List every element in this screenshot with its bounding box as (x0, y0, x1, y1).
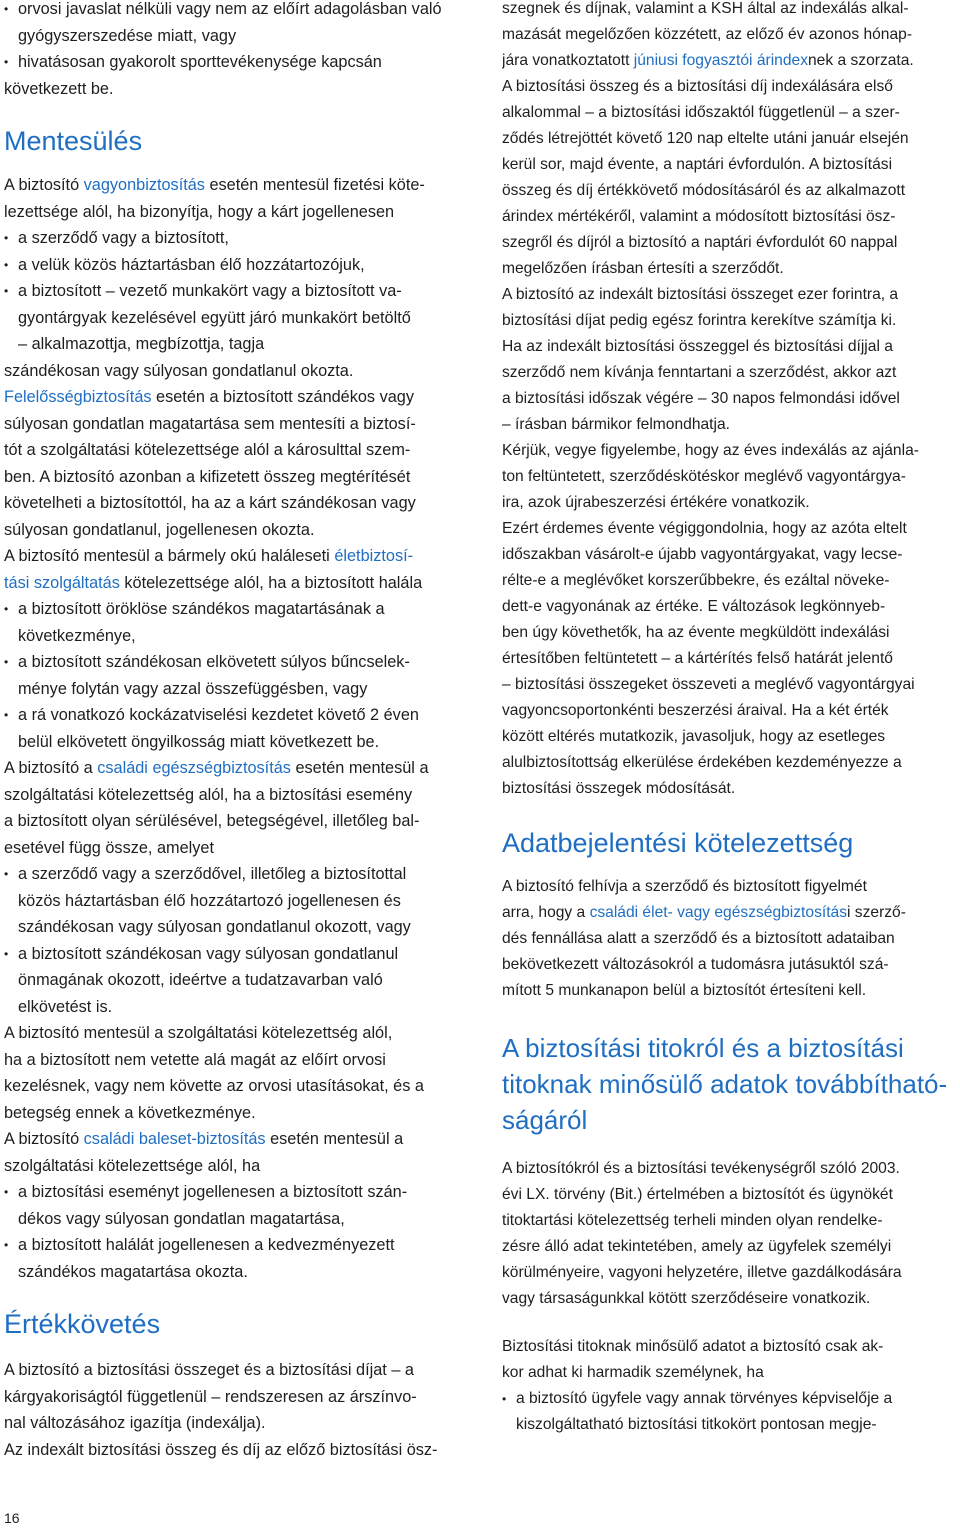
list-item: • hivatásosan gyakorolt sporttevékenysége kapcsán (4, 49, 466, 76)
paragraph-line: követelheti a biztosítottól, ha az a kárt szándékosan vagy (4, 494, 416, 512)
paragraph-line: titoktartási kötelezettség terheli minden olyan rendelke- (502, 1212, 883, 1229)
list-item-continuation: következménye, (18, 626, 136, 645)
list-item-continuation: gyontárgyak kezelésével együtt járó munkakört betöltő (18, 308, 411, 327)
list-item: • a biztosító ügyfele vagy annak törvényes képviselője a (502, 1386, 958, 1412)
paragraph-line: rélte-e a meglévőket korszerűbbekre, és ezáltal növeke- (502, 572, 890, 589)
paragraph-line: Ha az indexált biztosítási összeggel és biztosítási díjjal a (502, 338, 893, 355)
paragraph-line: betegség ennek a következménye. (4, 1103, 256, 1122)
paragraph-line: kárgyakoriságtól függetlenül – rendszeresen az árszínvo- (4, 1387, 417, 1406)
heading-line: titoknak minősülő adatok továbbítható- (502, 1069, 948, 1099)
heading-adatbejelentes: Adatbejelentési kötelezettség (502, 828, 854, 858)
term-link[interactable]: tási szolgáltatás (4, 573, 120, 592)
paragraph-line: összeg és díj értékkövető módosításáról és az alkalmazott (502, 182, 906, 199)
paragraph-line: A biztosító mentesül a bármely okú haláleseti életbiztosí- (4, 547, 414, 565)
paragraph-line: szolgáltatási kötelezettsége alól, ha (4, 1156, 261, 1175)
paragraph-line: A biztosító vagyonbiztosítás esetén mentesül fizetési köte- (4, 176, 425, 194)
paragraph-line: ha a biztosított nem vetette alá magát az előírt orvosi (4, 1050, 386, 1069)
list-item-continuation: ménye folytán vagy azzal összefüggésben, vagy (18, 679, 368, 698)
paragraph-line: szándékosan vagy súlyosan gondatlanul okozta. (4, 361, 354, 380)
paragraph-line: jára vonatkoztatott júniusi fogyasztói árindexnek a szorzata. (502, 52, 914, 69)
paragraph-line: Az indexált biztosítási összeg és díj az előző biztosítási ösz- (4, 1440, 438, 1459)
paragraph-line: ben úgy követhetők, ha az évente megküldött indexálási (502, 624, 890, 641)
list-item-continuation: elkövetést is. (18, 997, 113, 1016)
paragraph-line: ben. A biztosító azonban a kifizetett összeg megtérítését (4, 467, 411, 486)
term-link[interactable]: családi egészségbiztosítás (97, 759, 291, 777)
paragraph-line: A biztosító mentesül a szolgáltatási kötelezettség alól, (4, 1024, 393, 1042)
paragraph-line: ton feltüntetett, szerződéskötéskor meglévő vagyontárgya- (502, 468, 906, 485)
paragraph-line: árindex mértékéről, valamint a módosított biztosítási ösz- (502, 208, 896, 225)
heading-mentesules: Mentesülés (4, 126, 143, 156)
paragraph-line: A biztosító a biztosítási összeget és a biztosítási díjat – a (4, 1361, 414, 1379)
text-line: következett be. (4, 79, 114, 98)
heading-ertekkovetes: Értékkövetés (4, 1309, 161, 1339)
paragraph-line: biztosítási díjat pedig egész forintra kerekítve számítja ki. (502, 312, 897, 329)
paragraph-line: kezelésnek, vagy nem követte az orvosi utasításokat, és a (4, 1077, 424, 1095)
paragraph-line: Felelősségbiztosítás esetén a biztosított szándékos vagy (4, 388, 414, 406)
paragraph-line: kor adhat ki harmadik személynek, ha (502, 1364, 764, 1381)
paragraph-line: Ezért érdemes évente végiggondolnia, hogy az azóta eltelt (502, 520, 907, 537)
list-item-continuation: kiszolgáltatható biztosítási titkokört pontosan megje- (516, 1416, 877, 1433)
paragraph-line: Kérjük, vegye figyelembe, hogy az éves indexálás az ajánla- (502, 442, 919, 459)
paragraph-line: tót a szolgáltatási kötelezettsége alól a károsulttal szem- (4, 441, 411, 459)
paragraph-line: szolgáltatási kötelezettség alól, ha a biztosítási esemény (4, 785, 413, 804)
paragraph-line: mított 5 munkanapon belül a biztosítót értesíteni kell. (502, 982, 867, 999)
list-item-continuation: szándékosan vagy súlyosan gondatlanul okozott, vagy (18, 918, 411, 936)
paragraph-line: alulbiztosítottság elkerülése érdekében kezdeményezze a (502, 754, 902, 771)
paragraph-line: A biztosító az indexált biztosítási összeget ezer forintra, a (502, 286, 899, 303)
paragraph-line: A biztosító a családi egészségbiztosítás esetén mentesül a (4, 759, 429, 777)
paragraph-line: szegnek és díjnak, valamint a KSH által az indexálás alkal- (502, 0, 909, 17)
paragraph-line: arra, hogy a családi élet- vagy egészségbiztosítási szerző- (502, 904, 906, 921)
paragraph-line: súlyosan gondatlanul, jogellenesen okozta. (4, 520, 315, 539)
list-item: • a biztosítási eseményt jogellenesen a biztosított szán- (4, 1179, 466, 1206)
list-item: • a biztosított – vezető munkakört vagy a biztosított va- (4, 278, 466, 305)
paragraph-line: időszakban vásárolt-e újabb vagyontárgyakat, vagy lecse- (502, 546, 903, 563)
heading-line: ságáról (502, 1105, 588, 1135)
term-link[interactable]: júniusi fogyasztói árindex (633, 52, 808, 69)
paragraph-line: ződés létrejöttét követő 120 nap eltelte utáni január elsején (502, 130, 909, 147)
paragraph-line: vagyoncsoportonkénti beszerzési áraival. Ha a két érték (502, 702, 889, 719)
paragraph-line: tási szolgáltatás kötelezettsége alól, ha a biztosított halála (4, 573, 423, 592)
list-item: • orvosi javaslat nélküli vagy nem az előírt adagolásban való (4, 0, 466, 23)
paragraph-line: ira, azok újrabeszerzési értékére vonatkozik. (502, 494, 810, 511)
paragraph-line: A biztosító családi baleset-biztosítás esetén mentesül a (4, 1130, 404, 1148)
list-item-continuation: gyógyszerszedése miatt, vagy (18, 26, 237, 45)
term-link[interactable]: Felelősségbiztosítás (4, 388, 152, 406)
paragraph-line: dett-e vagyonának az értéke. E változások legkönnyeb- (502, 598, 886, 615)
list-item: • a biztosított szándékosan vagy súlyosan gondatlanul (4, 941, 466, 968)
paragraph-line: dés fennállása alatt a szerződő és a biztosított adataiban (502, 930, 895, 947)
paragraph-line: nal változásához igazítja (indexálja). (4, 1414, 266, 1432)
list-item-continuation: szándékos magatartása okozta. (18, 1262, 248, 1281)
list-item: • a biztosított szándékosan elkövetett súlyos bűncselek- (4, 649, 466, 676)
paragraph-line: körülményeire, vagyoni helyzetére, illetve gazdálkodására (502, 1264, 902, 1281)
paragraph-line: lezettsége alól, ha bizonyítja, hogy a kárt jogellenesen (4, 202, 395, 221)
paragraph-line: – biztosítási összegeket összeveti a meglévő vagyontárgyai (502, 676, 915, 693)
paragraph-line: esetével függ össze, amelyet (4, 838, 214, 857)
list-item-continuation: – alkalmazottja, megbízottja, tagja (18, 335, 265, 353)
paragraph-line: – írásban bármikor felmondhatja. (502, 416, 730, 433)
paragraph-line: súlyosan gondatlan magatartása sem mentesíti a biztosí- (4, 414, 416, 433)
paragraph-line: kerül sor, majd évente, a naptári évfordulón. A biztosítási (502, 156, 893, 173)
paragraph-line: a biztosított olyan sérülésével, betegségével, illetőleg bal- (4, 812, 420, 830)
list-item: • a velük közös háztartásban élő hozzátartozójuk, (4, 252, 466, 279)
list-item: • a biztosított halálát jogellenesen a kedvezményezett (4, 1232, 466, 1259)
term-link[interactable]: családi élet- vagy egészségbiztosítás (589, 904, 847, 921)
list-item-continuation: dékos vagy súlyosan gondatlan magatartása, (18, 1209, 345, 1228)
paragraph-line: a biztosítási időszak végére – 30 napos felmondási idővel (502, 390, 900, 407)
paragraph-line: megelőzően írásban értesíti a szerződőt. (502, 260, 784, 277)
right-column (502, 0, 958, 1438)
paragraph-line: szerződő nem kívánja fenntartani a szerződést, akkor azt (502, 364, 897, 381)
heading-line: A biztosítási titokról és a biztosítási (502, 1033, 904, 1063)
term-link[interactable]: életbiztosí- (334, 547, 414, 565)
list-item: • a rá vonatkozó kockázatviselési kezdetet követő 2 éven (4, 702, 466, 729)
paragraph-line: értesítőben feltüntetett – a kártérítés felső határát jelentő (502, 650, 893, 667)
paragraph-line: A biztosító felhívja a szerződő és biztosított figyelmét (502, 878, 867, 895)
paragraph-line: zésre álló adat tekintetében, amely az ügyfelek személyi (502, 1238, 892, 1255)
list-item-continuation: önmagának okozott, ideértve a tudatzavarban való (18, 971, 383, 989)
paragraph-line: vagy társaságunkkal kötött szerződéseire vonatkozik. (502, 1290, 871, 1307)
paragraph-line: alkalommal – a biztosítási időszaktól függetlenül – a szer- (502, 104, 900, 121)
paragraph-line: A biztosítókról és a biztosítási tevékenységről szóló 2003. (502, 1160, 900, 1177)
list-item: • a szerződő vagy a szerződővel, illetőleg a biztosítottal (4, 861, 466, 888)
list-item-continuation: belül elkövetett öngyilkosság miatt következett be. (18, 732, 380, 751)
list-item-continuation: közös háztartásban élő hozzátartozó jogellenesen és (18, 891, 401, 910)
list-item: • a biztosított öröklöse szándékos magatartásának a (4, 596, 466, 623)
list-item: • a szerződő vagy a biztosított, (4, 225, 466, 252)
paragraph-line: között eltérés mutatkozik, javasoljuk, hogy az esetleges (502, 728, 886, 745)
paragraph-line: biztosítási összegek módosítását. (502, 780, 736, 797)
heading-titok (502, 1030, 958, 1138)
paragraph-line: mazását megelőzően közzétett, az előző év azonos hónap- (502, 26, 913, 43)
paragraph-line: A biztosítási összeg és a biztosítási díj indexálására első (502, 78, 893, 95)
page-number: 16 (4, 1510, 20, 1526)
term-link[interactable]: családi baleset-biztosítás (83, 1130, 266, 1148)
term-link[interactable]: vagyonbiztosítás (83, 176, 205, 194)
paragraph-line: Biztosítási titoknak minősülő adatot a biztosító csak ak- (502, 1338, 884, 1355)
paragraph-line: évi LX. törvény (Bit.) értelmében a biztosítót és ügynökét (502, 1186, 893, 1203)
paragraph-line: szegről és díjról a biztosító a naptári évfordulót 60 nappal (502, 234, 898, 251)
paragraph-line: bekövetkezett változásokról a tudomásra jutásuktól szá- (502, 956, 889, 973)
left-column (4, 0, 466, 1463)
